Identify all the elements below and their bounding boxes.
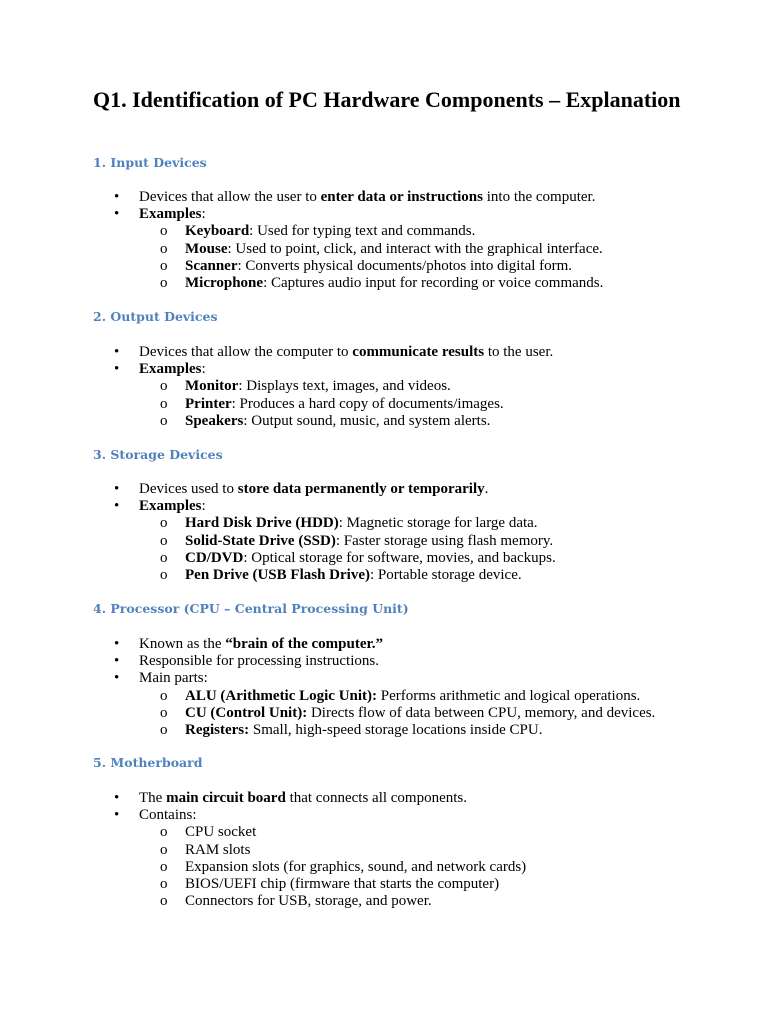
sub-list-item: o Connectors for USB, storage, and power.: [139, 893, 526, 910]
sub-list: [139, 223, 603, 292]
list-item: • Examples: o Keyboard: Used for typing text and commands. o Mouse: Used to point, click, and interact with the graphical interface. o Scanner: Converts physical documents/photos into digital form. o Microphone: Captures audio input for recording or voice commands.: [93, 206, 603, 292]
section-list-processor: [93, 636, 655, 739]
sub-list-item: o Hard Disk Drive (HDD): Magnetic storage for large data.: [139, 515, 556, 532]
section-heading-input-devices: 1. Input Devices: [93, 155, 207, 170]
section-heading-output-devices: 2. Output Devices: [93, 309, 218, 324]
list-item: • Contains: o CPU socket o RAM slots o Expansion slots (for graphics, sound, and network cards) o BIOS/UEFI chip (firmware that starts the computer) o Connectors for USB, storage, and power.: [93, 807, 526, 910]
section-heading-motherboard: 5. Motherboard: [93, 755, 203, 770]
sub-list-item: o CU (Control Unit): Directs flow of data between CPU, memory, and devices.: [139, 705, 655, 722]
list-item: • Main parts: o ALU (Arithmetic Logic Unit): Performs arithmetic and logical operations. o CU (Control Unit): Directs flow of data between CPU, memory, and devices. o Registers: Small, high-speed storage locations inside CPU.: [93, 670, 655, 739]
section-heading-processor: 4. Processor (CPU – Central Processing Unit): [93, 601, 409, 616]
sub-list-item: o Printer: Produces a hard copy of documents/images.: [139, 396, 553, 413]
section-list-motherboard: [93, 790, 526, 910]
sub-list-item: o BIOS/UEFI chip (firmware that starts the computer): [139, 876, 526, 893]
section-list-output-devices: [93, 344, 553, 430]
list-item: • Examples: o Hard Disk Drive (HDD): Magnetic storage for large data. o Solid-State Drive (SSD): Faster storage using flash memory. o CD/DVD: Optical storage for software, movies, and backups. o Pen Drive (USB Flash Drive): Portable storage device.: [93, 498, 556, 584]
sub-list-item: o Pen Drive (USB Flash Drive): Portable storage device.: [139, 567, 556, 584]
section-heading-storage-devices: 3. Storage Devices: [93, 447, 223, 462]
sub-list-item: o Microphone: Captures audio input for recording or voice commands.: [139, 275, 603, 292]
sub-list-item: o Speakers: Output sound, music, and system alerts.: [139, 413, 553, 430]
sub-list-item: o Keyboard: Used for typing text and commands.: [139, 223, 603, 240]
list-item: • Devices that allow the user to enter data or instructions into the computer.: [93, 189, 603, 206]
sub-list-item: o Registers: Small, high-speed storage locations inside CPU.: [139, 722, 655, 739]
list-item: • Devices used to store data permanently or temporarily.: [93, 481, 556, 498]
sub-list: [139, 515, 556, 584]
list-item: • Examples: o Monitor: Displays text, images, and videos. o Printer: Produces a hard copy of documents/images. o Speakers: Output sound, music, and system alerts.: [93, 361, 553, 430]
sub-list-item: o CPU socket: [139, 824, 526, 841]
section-list-input-devices: [93, 189, 603, 292]
sub-list: [139, 688, 655, 740]
list-item: • Devices that allow the computer to communicate results to the user.: [93, 344, 553, 361]
sub-list: [139, 378, 553, 430]
sub-list-item: o Scanner: Converts physical documents/photos into digital form.: [139, 258, 603, 275]
sub-list-item: o Solid-State Drive (SSD): Faster storage using flash memory.: [139, 533, 556, 550]
sub-list-item: o ALU (Arithmetic Logic Unit): Performs arithmetic and logical operations.: [139, 688, 655, 705]
sub-list-item: o Expansion slots (for graphics, sound, and network cards): [139, 859, 526, 876]
list-item: • Known as the “brain of the computer.”: [93, 636, 655, 653]
sub-list-item: o Mouse: Used to point, click, and interact with the graphical interface.: [139, 241, 603, 258]
sub-list-item: o Monitor: Displays text, images, and videos.: [139, 378, 553, 395]
list-item: • The main circuit board that connects all components.: [93, 790, 526, 807]
sub-list-item: o RAM slots: [139, 842, 526, 859]
sub-list-item: o CD/DVD: Optical storage for software, movies, and backups.: [139, 550, 556, 567]
section-list-storage-devices: [93, 481, 556, 584]
list-item: • Responsible for processing instructions.: [93, 653, 655, 670]
sub-list: [139, 824, 526, 910]
page-title: Q1. Identification of PC Hardware Components – Explanation: [93, 87, 681, 112]
